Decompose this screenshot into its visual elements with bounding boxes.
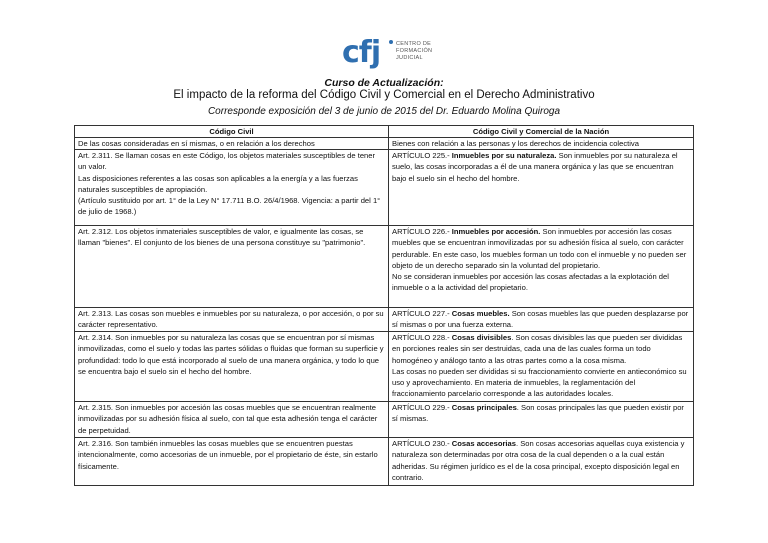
article-title: Cosas principales <box>451 403 517 413</box>
table-row <box>75 308 694 332</box>
codigo-civil-cell <box>75 402 389 438</box>
article-title: Cosas divisibles <box>451 333 512 343</box>
cell-paragraph: Art. 2.313. Las cosas son muebles e inmuebles por su naturaleza, o por accesión, o por su carácter representativo. <box>78 309 384 330</box>
article-title: Cosas accesorias <box>451 439 516 449</box>
logo-line-1: CENTRO DE <box>396 41 432 47</box>
cell-paragraph: Las cosas no pueden ser divididas si su fraccionamiento convierte en antieconómico su uso y aprovechamiento. En materia de inmuebles, la reglamentación del fraccionamiento parcelario corresponde a las autoridades locales. <box>392 366 687 399</box>
article-number: ARTÍCULO 227.- <box>392 309 452 319</box>
cell-paragraph <box>392 402 690 424</box>
logo-dot-icon <box>389 40 393 44</box>
course-heading: Curso de Actualización: <box>324 77 444 89</box>
page-title: El impacto de la reforma del Código Civil y Comercial en el Derecho Administrativo <box>173 89 595 101</box>
logo-mark: cfj <box>342 35 381 70</box>
cfj-logo <box>342 36 482 76</box>
cell-paragraph <box>392 332 690 366</box>
codigo-civil-cell <box>75 332 389 402</box>
codigo-civil-comercial-cell <box>389 438 694 486</box>
column-header-codigo-civil: Código Civil <box>75 126 389 138</box>
article-title: Inmuebles por su naturaleza. <box>451 151 557 161</box>
table-header-row <box>75 126 694 138</box>
codigo-civil-comercial-cell <box>389 402 694 438</box>
cell-paragraph: Art. 2.311. Se llaman cosas en este Código, los objetos materiales susceptibles de tener un valor. <box>78 151 376 172</box>
article-text: Son inmuebles por su naturaleza el suelo, las cosas incorporadas a él de una manera orgánica y las que se encuentran bajo el suelo sin el hecho del hombre. <box>392 151 678 183</box>
cell-paragraph <box>392 138 690 149</box>
cell-paragraph: Art. 2.312. Los objetos inmateriales susceptibles de valor, e igualmente las cosas, se llaman "bienes". El conjunto de los bienes de una persona constituye su "patrimonio". <box>78 227 366 248</box>
cell-paragraph: (Artículo sustituido por art. 1° de la Ley N° 17.711 B.O. 26/4/1968. Vigencia: a partir del 1° de julio de 1968.) <box>78 196 381 217</box>
codigo-civil-cell <box>75 226 389 308</box>
cell-paragraph: Art. 2.316. Son también inmuebles las cosas muebles que se encuentren puestas intencionalmente, como accesorias de un inmueble, por el propietario de éste, sin estarlo físicamente. <box>78 439 378 471</box>
table-row <box>75 226 694 308</box>
codigo-civil-comercial-cell <box>389 308 694 332</box>
article-title: Inmuebles por accesión. <box>451 227 541 237</box>
article-text: . Son cosas principales las que pueden existir por sí mismas. <box>392 403 684 424</box>
table-row <box>75 150 694 226</box>
codigo-civil-comercial-cell <box>389 138 694 150</box>
cell-paragraph: Art. 2.314. Son inmuebles por su naturaleza las cosas que se encuentran por sí mismas inmovilizadas, como el suelo y todas las partes sólidas o fluidas que forman su superficie y profundidad: todo lo que está incorporado al suelo de una manera orgánica, y todo lo que se encuentra bajo el suelo sin el hecho del hombre. <box>78 333 384 376</box>
cell-paragraph <box>392 438 690 483</box>
article-text: . Son cosas divisibles las que pueden ser divididas en porciones reales sin ser destruidas, cada una de las cuales forma un todo homogéneo y análogo tanto a las otras partes como a la cosa misma. <box>392 333 683 365</box>
cell-paragraph <box>392 308 690 330</box>
cell-paragraph: De las cosas consideradas en sí mismas, o en relación a los derechos <box>78 139 315 148</box>
logo-text <box>396 41 432 61</box>
codigo-civil-cell <box>75 150 389 226</box>
article-number: ARTÍCULO 226.- <box>392 227 452 237</box>
logo-line-2: FORMACIÓN <box>396 47 433 54</box>
table-row <box>75 332 694 402</box>
cell-paragraph: No se consideran inmuebles por accesión las cosas afectadas a la explotación del inmueble o a la actividad del propietario. <box>392 272 669 293</box>
article-text: Son cosas muebles las que pueden desplazarse por sí mismas o por una fuerza externa. <box>392 309 689 330</box>
column-header-codigo-civil-comercial: Código Civil y Comercial de la Nación <box>389 126 694 138</box>
cell-paragraph <box>392 150 690 184</box>
codigo-civil-cell <box>75 438 389 486</box>
page-subtitle: Corresponde exposición del 3 de junio de 2015 del Dr. Eduardo Molina Quiroga <box>207 106 561 117</box>
codigo-civil-comercial-cell <box>389 332 694 402</box>
article-text: . Son cosas accesorias aquellas cuya existencia y naturaleza son determinadas por otra cosa de la cual dependen o a la cual están adheridas. Su régimen jurídico es el de la cosa principal, excepto disposición legal en contrario. <box>392 439 685 482</box>
cell-paragraph <box>392 226 690 271</box>
comparison-table <box>74 125 694 486</box>
cell-paragraph: Las disposiciones referentes a las cosas son aplicables a la energía y a las fuerzas naturales susceptibles de apropiación. <box>78 173 358 194</box>
codigo-civil-comercial-cell <box>389 226 694 308</box>
article-number: ARTÍCULO 225.- <box>392 151 452 161</box>
article-number: ARTÍCULO 229.- <box>392 403 452 413</box>
article-number: Bienes con relación a las personas y los derechos de incidencia colectiva <box>392 139 639 148</box>
article-number: ARTÍCULO 230.- <box>392 439 452 449</box>
cell-paragraph: Art. 2.315. Son inmuebles por accesión las cosas muebles que se encuentran realmente inmovilizadas por su adhesión física al suelo, con tal que esta adhesión tenga el carácter de perpetuidad. <box>78 403 378 435</box>
table-row <box>75 438 694 486</box>
codigo-civil-cell <box>75 308 389 332</box>
codigo-civil-comercial-cell <box>389 150 694 226</box>
article-text: Son inmuebles por accesión las cosas muebles que se encuentran inmovilizadas por su adhesión física al suelo, con carácter perdurable. En este caso, los muebles forman un todo con el inmueble y no pueden ser objeto de un derecho separado sin la voluntad del propietario. <box>392 227 687 270</box>
logo-line-3: JUDICIAL <box>396 54 423 61</box>
table-row <box>75 402 694 438</box>
codigo-civil-cell <box>75 138 389 150</box>
table-row <box>75 138 694 150</box>
article-title: Cosas muebles. <box>451 309 510 319</box>
article-number: ARTÍCULO 228.- <box>392 333 452 343</box>
